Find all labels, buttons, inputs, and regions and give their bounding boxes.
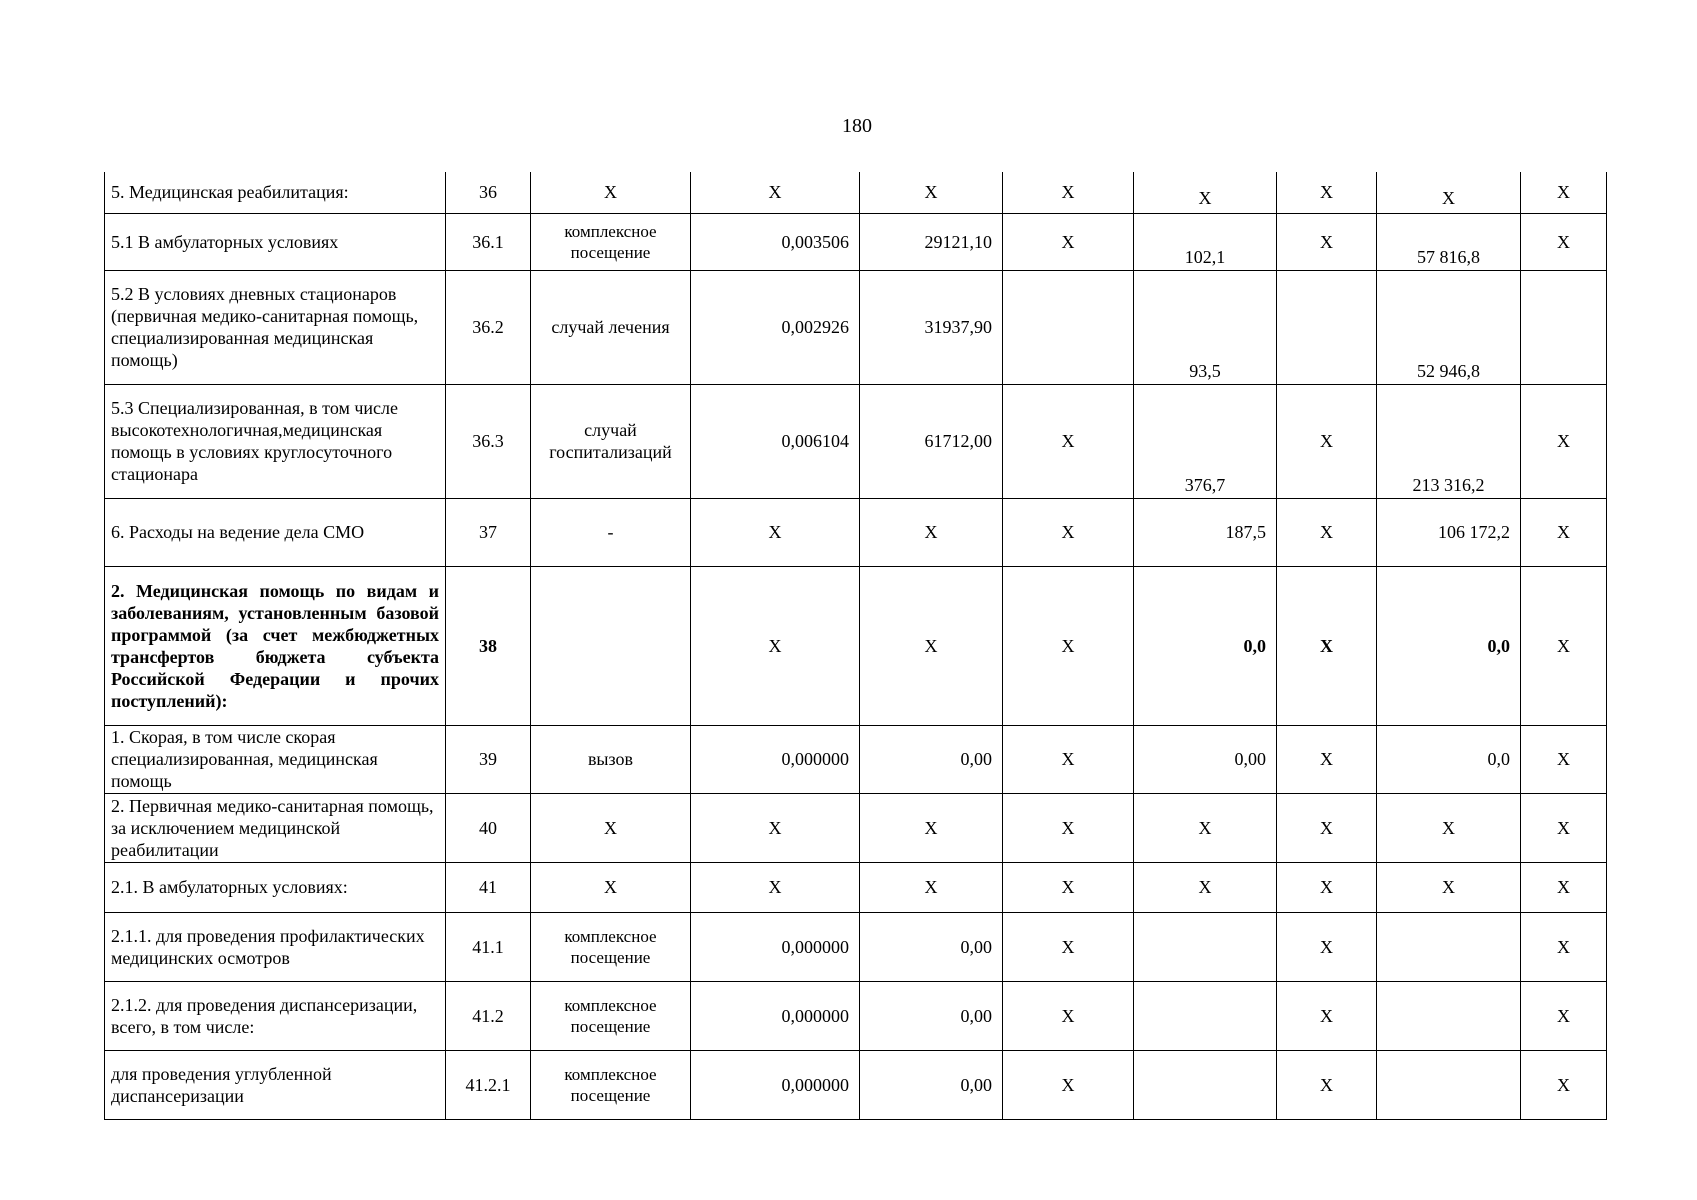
row-code: 36.3 [446, 384, 531, 498]
cell-c9 [1377, 981, 1521, 1050]
cell-c8: Х [1277, 172, 1377, 213]
cell-c4: 0,000000 [691, 981, 860, 1050]
cell-c10: Х [1521, 862, 1607, 912]
page-number: 180 [842, 115, 872, 137]
cell-c8: Х [1277, 725, 1377, 793]
row-name: 5.2 В условиях дневных стационаров (первичная медико-санитарная помощь, специализированная медицинская помощь) [105, 270, 446, 384]
cell-c6: Х [1003, 981, 1134, 1050]
cell-c7: Х [1134, 172, 1277, 213]
row-code: 41.2 [446, 981, 531, 1050]
row-name: 2.1.1. для проведения профилактических медицинских осмотров [105, 912, 446, 981]
row-unit: Х [531, 172, 691, 213]
cell-c4: 0,000000 [691, 725, 860, 793]
row-name: 5.1 В амбулаторных условиях [105, 213, 446, 270]
cell-c10: Х [1521, 172, 1607, 213]
row-code: 41.2.1 [446, 1050, 531, 1119]
row-name: 5. Медицинская реабилитация: [105, 172, 446, 213]
cell-c9: Х [1377, 862, 1521, 912]
cell-c7: Х [1134, 862, 1277, 912]
cell-c5: 0,00 [860, 912, 1003, 981]
cell-c4: Х [691, 498, 860, 566]
cell-c4: Х [691, 862, 860, 912]
row-code: 36 [446, 172, 531, 213]
cell-c7 [1134, 981, 1277, 1050]
table-row [105, 862, 1607, 912]
cell-c8: Х [1277, 384, 1377, 498]
cell-c5: 0,00 [860, 725, 1003, 793]
cell-c6: Х [1003, 213, 1134, 270]
cell-c9: 52 946,8 [1377, 270, 1521, 384]
cell-c10: Х [1521, 1050, 1607, 1119]
cell-c9: 0,0 [1377, 725, 1521, 793]
cell-c8: Х [1277, 912, 1377, 981]
cell-c9: 213 316,2 [1377, 384, 1521, 498]
row-code: 41.1 [446, 912, 531, 981]
cell-c8: Х [1277, 566, 1377, 725]
cell-c10: Х [1521, 498, 1607, 566]
financing-table [104, 172, 1607, 1120]
row-unit: случай госпитализаций [531, 384, 691, 498]
row-unit: комплексное посещение [531, 213, 691, 270]
cell-c10: Х [1521, 566, 1607, 725]
row-name: 5.3 Специализированная, в том числе высокотехнологичная,медицинская помощь в условиях круглосуточного стационара [105, 384, 446, 498]
cell-c5: 31937,90 [860, 270, 1003, 384]
cell-c9 [1377, 1050, 1521, 1119]
cell-c8: Х [1277, 981, 1377, 1050]
row-unit: Х [531, 793, 691, 862]
cell-c10: Х [1521, 213, 1607, 270]
table-row [105, 498, 1607, 566]
cell-c9: Х [1377, 172, 1521, 213]
cell-c5: Х [860, 172, 1003, 213]
cell-c10: Х [1521, 725, 1607, 793]
cell-c6: Х [1003, 498, 1134, 566]
row-code: 37 [446, 498, 531, 566]
row-code: 36.1 [446, 213, 531, 270]
row-code: 41 [446, 862, 531, 912]
cell-c10: Х [1521, 912, 1607, 981]
cell-c8 [1277, 270, 1377, 384]
cell-c7 [1134, 1050, 1277, 1119]
cell-c10: Х [1521, 981, 1607, 1050]
cell-c10: Х [1521, 793, 1607, 862]
row-code: 40 [446, 793, 531, 862]
cell-c8: Х [1277, 1050, 1377, 1119]
cell-c6: Х [1003, 172, 1134, 213]
table-row [105, 384, 1607, 498]
cell-c5: 0,00 [860, 1050, 1003, 1119]
row-unit: вызов [531, 725, 691, 793]
cell-c8: Х [1277, 498, 1377, 566]
row-code: 39 [446, 725, 531, 793]
cell-c10: Х [1521, 384, 1607, 498]
row-name: 2.1. В амбулаторных условиях: [105, 862, 446, 912]
row-name: 1. Скорая, в том числе скорая специализированная, медицинская помощь [105, 725, 446, 793]
table-row [105, 1050, 1607, 1119]
table-row [105, 172, 1607, 213]
table-row [105, 912, 1607, 981]
table-row [105, 566, 1607, 725]
cell-c5: Х [860, 862, 1003, 912]
table-row [105, 270, 1607, 384]
row-name: 2. Первичная медико-санитарная помощь, за исключением медицинской реабилитации [105, 793, 446, 862]
cell-c8: Х [1277, 213, 1377, 270]
cell-c4: Х [691, 566, 860, 725]
cell-c8: Х [1277, 862, 1377, 912]
cell-c7: 187,5 [1134, 498, 1277, 566]
cell-c5: Х [860, 566, 1003, 725]
cell-c5: Х [860, 498, 1003, 566]
cell-c8: Х [1277, 793, 1377, 862]
cell-c9: 106 172,2 [1377, 498, 1521, 566]
row-unit [531, 566, 691, 725]
cell-c4: Х [691, 172, 860, 213]
cell-c5: 61712,00 [860, 384, 1003, 498]
cell-c6: Х [1003, 566, 1134, 725]
cell-c4: 0,006104 [691, 384, 860, 498]
cell-c5: 29121,10 [860, 213, 1003, 270]
row-unit: комплексное посещение [531, 1050, 691, 1119]
cell-c7: 93,5 [1134, 270, 1277, 384]
cell-c9: 0,0 [1377, 566, 1521, 725]
row-unit: комплексное посещение [531, 912, 691, 981]
row-name: 6. Расходы на ведение дела СМО [105, 498, 446, 566]
row-unit: - [531, 498, 691, 566]
cell-c4: Х [691, 793, 860, 862]
cell-c7 [1134, 912, 1277, 981]
cell-c6: Х [1003, 1050, 1134, 1119]
row-code: 36.2 [446, 270, 531, 384]
cell-c6 [1003, 270, 1134, 384]
table-row [105, 725, 1607, 793]
table-row [105, 981, 1607, 1050]
cell-c4: 0,000000 [691, 1050, 860, 1119]
cell-c7: 102,1 [1134, 213, 1277, 270]
row-unit: Х [531, 862, 691, 912]
row-name: для проведения углубленной диспансеризации [105, 1050, 446, 1119]
cell-c7: 0,00 [1134, 725, 1277, 793]
cell-c6: Х [1003, 912, 1134, 981]
cell-c6: Х [1003, 725, 1134, 793]
cell-c4: 0,003506 [691, 213, 860, 270]
cell-c9: 57 816,8 [1377, 213, 1521, 270]
cell-c7: 376,7 [1134, 384, 1277, 498]
table-row [105, 793, 1607, 862]
cell-c9 [1377, 912, 1521, 981]
row-unit: случай лечения [531, 270, 691, 384]
cell-c5: Х [860, 793, 1003, 862]
cell-c7: Х [1134, 793, 1277, 862]
cell-c9: Х [1377, 793, 1521, 862]
cell-c6: Х [1003, 793, 1134, 862]
row-name: 2. Медицинская помощь по видам и заболеваниям, установленным базовой программой (за счет межбюджетных трансфертов бюджета субъекта Российской Федерации и прочих поступлений): [105, 566, 446, 725]
row-code: 38 [446, 566, 531, 725]
table-row [105, 213, 1607, 270]
cell-c5: 0,00 [860, 981, 1003, 1050]
cell-c6: Х [1003, 862, 1134, 912]
row-unit: комплексное посещение [531, 981, 691, 1050]
cell-c7: 0,0 [1134, 566, 1277, 725]
cell-c4: 0,002926 [691, 270, 860, 384]
cell-c6: Х [1003, 384, 1134, 498]
cell-c10 [1521, 270, 1607, 384]
cell-c4: 0,000000 [691, 912, 860, 981]
row-name: 2.1.2. для проведения диспансеризации, всего, в том числе: [105, 981, 446, 1050]
